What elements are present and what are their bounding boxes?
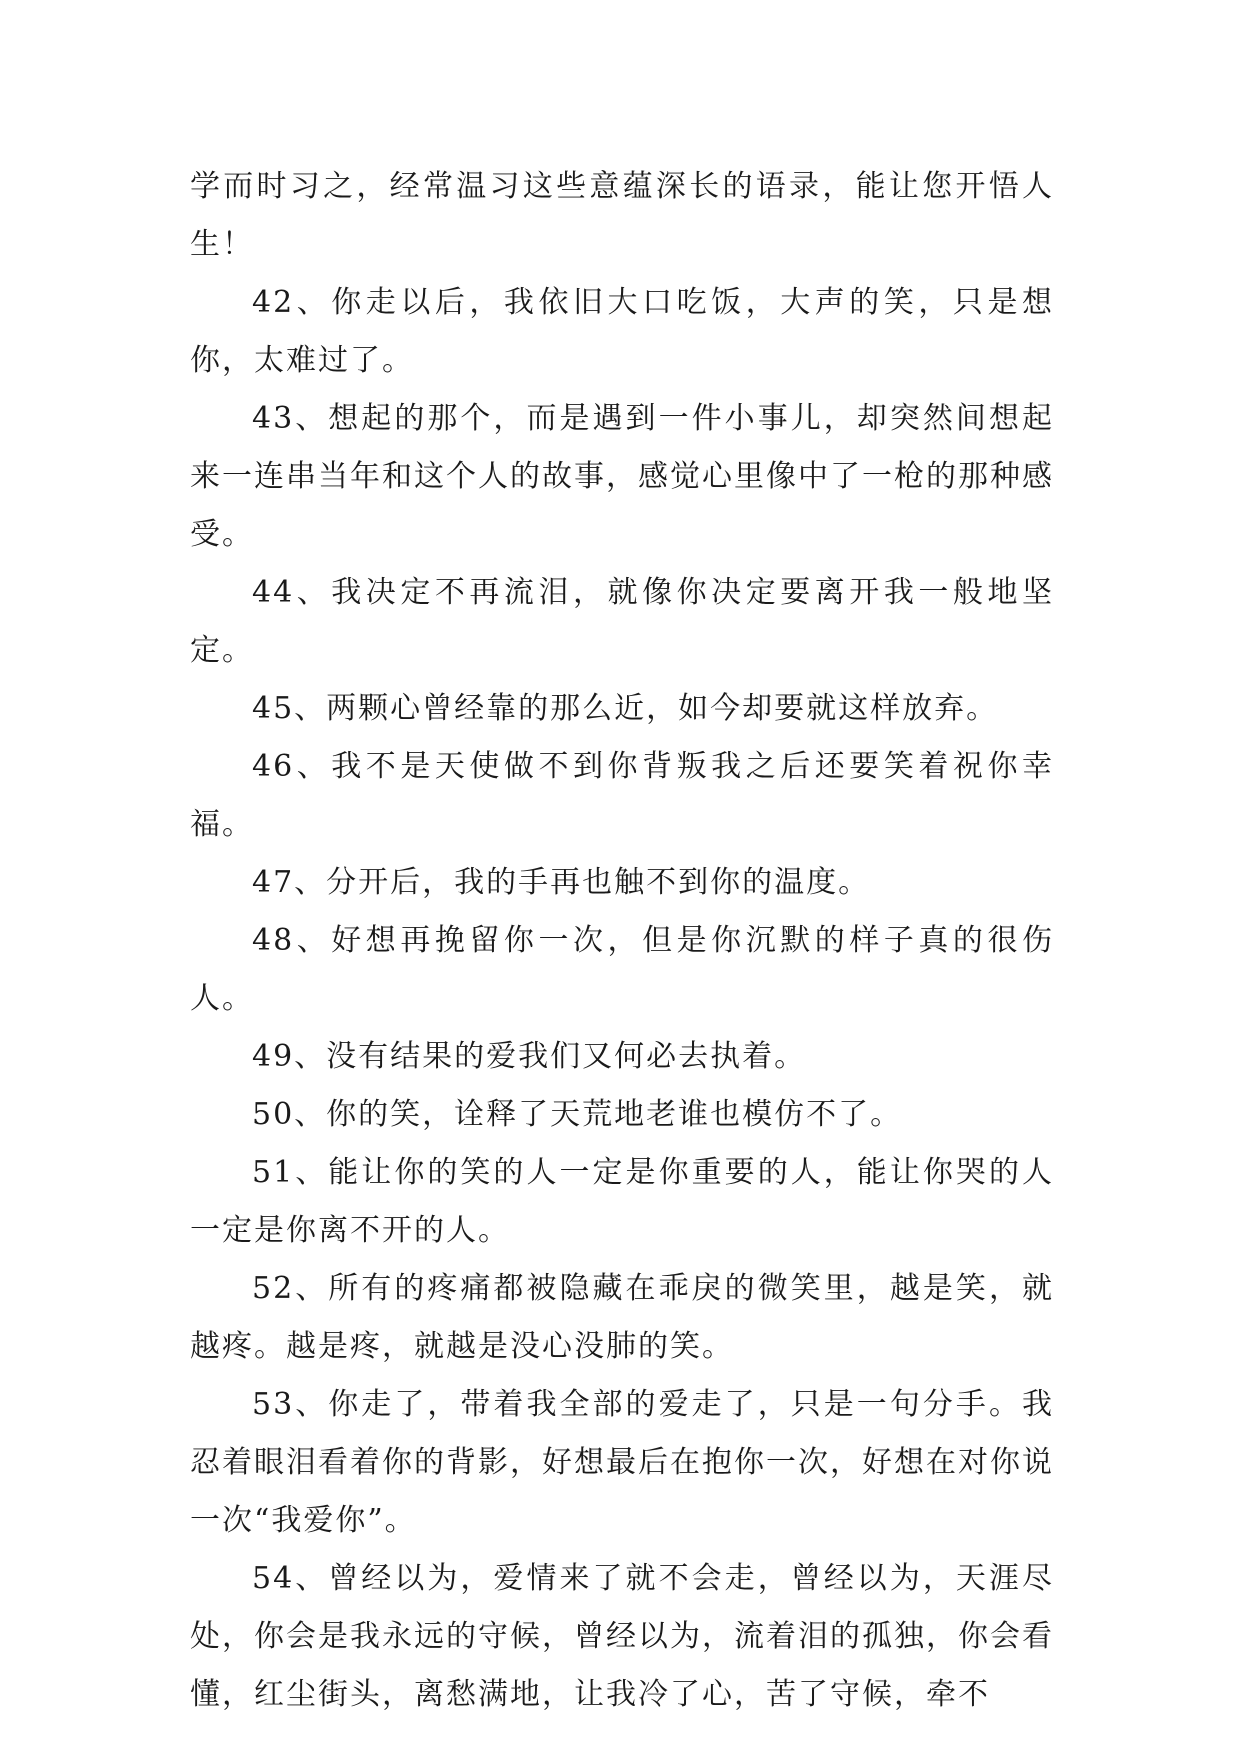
quote-42: 42、你走以后，我依旧大口吃饭，大声的笑，只是想你，太难过了。	[190, 285, 1054, 378]
intro-paragraph: 学而时习之，经常温习这些意蕴深长的语录，能让您开悟人生！	[190, 169, 1054, 262]
quote-46: 46、我不是天使做不到你背叛我之后还要笑着祝你幸福。	[190, 749, 1054, 842]
quote-52: 52、所有的疼痛都被隐藏在乖戾的微笑里，越是笑，就越疼。越是疼，就越是没心没肺的笑。	[190, 1271, 1054, 1364]
quote-47: 47、分开后，我的手再也触不到你的温度。	[252, 865, 871, 900]
quote-53: 53、你走了，带着我全部的爱走了，只是一句分手。我忍着眼泪看着你的背影，好想最后在抱你一次，好想在对你说一次“我爱你”。	[190, 1387, 1054, 1538]
quote-45: 45、两颗心曾经靠的那么近，如今却要就这样放弃。	[252, 691, 999, 726]
quote-50: 50、你的笑，诠释了天荒地老谁也模仿不了。	[252, 1097, 903, 1132]
quote-43: 43、想起的那个，而是遇到一件小事儿，却突然间想起来一连串当年和这个人的故事，感觉心里像中了一枪的那种感受。	[190, 401, 1054, 552]
quote-44: 44、我决定不再流泪，就像你决定要离开我一般地坚定。	[190, 575, 1054, 668]
quote-49: 49、没有结果的爱我们又何必去执着。	[252, 1039, 807, 1074]
quote-54: 54、曾经以为，爱情来了就不会走，曾经以为，天涯尽处，你会是我永远的守候，曾经以为，流着泪的孤独，你会看懂，红尘街头，离愁满地，让我冷了心，苦了守候，牵不	[190, 1561, 1054, 1712]
document-body	[190, 158, 1054, 1724]
quote-48: 48、好想再挽留你一次，但是你沉默的样子真的很伤人。	[190, 923, 1054, 1016]
quote-51: 51、能让你的笑的人一定是你重要的人，能让你哭的人一定是你离不开的人。	[190, 1155, 1054, 1248]
